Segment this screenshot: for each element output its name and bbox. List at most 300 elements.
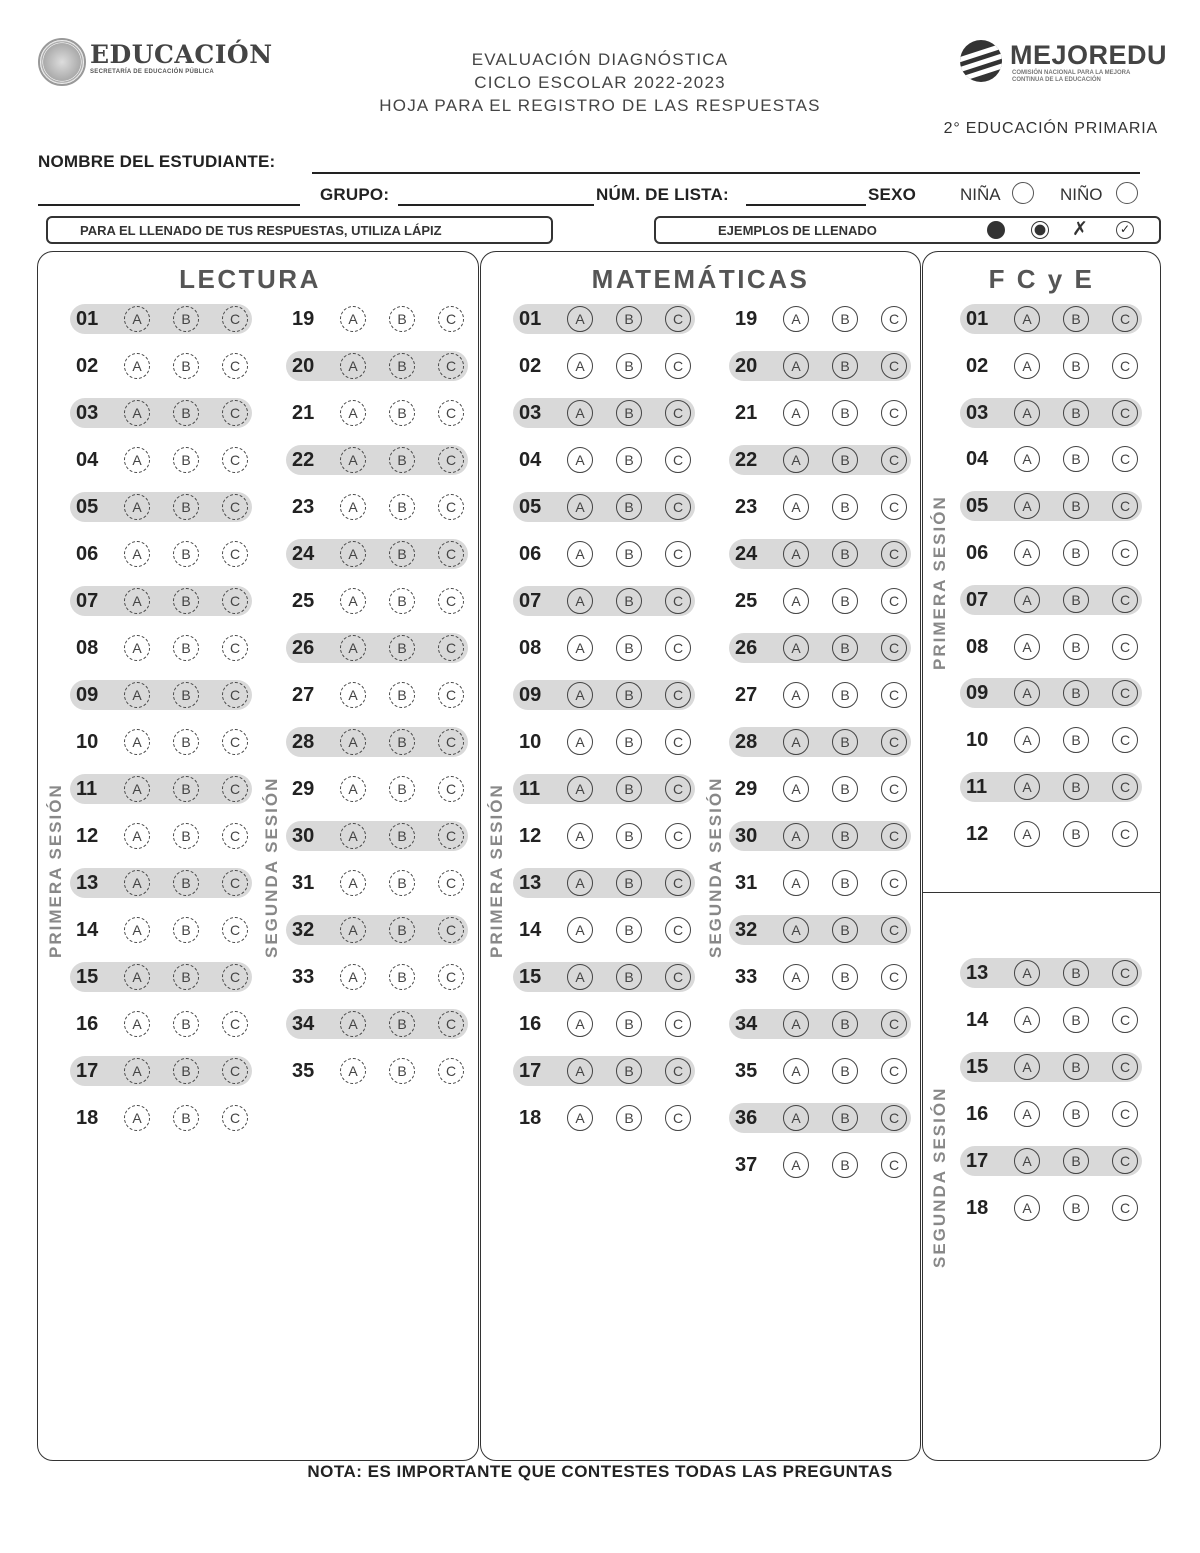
lectura-question-09-option-a[interactable]: A [124, 682, 150, 708]
lectura-question-25-option-a[interactable]: A [340, 588, 366, 614]
boy-option[interactable] [1116, 182, 1138, 204]
lectura-question-27-number: 27 [292, 684, 315, 706]
matematicas-question-15-option-b[interactable]: B [616, 964, 642, 990]
lectura-question-17-option-b[interactable]: B [173, 1058, 199, 1084]
lectura-question-10-option-a[interactable]: A [124, 729, 150, 755]
list-number-field[interactable] [746, 204, 866, 206]
matematicas-question-34-option-c[interactable]: C [881, 1011, 907, 1037]
matematicas-question-11-option-a[interactable]: A [567, 776, 593, 802]
matematicas-question-33-option-b[interactable]: B [832, 964, 858, 990]
matematicas-question-27-option-a[interactable]: A [783, 682, 809, 708]
matematicas-question-25-option-a[interactable]: A [783, 588, 809, 614]
matematicas-question-10-option-b[interactable]: B [616, 729, 642, 755]
matematicas-question-14-option-a[interactable]: A [567, 917, 593, 943]
educacion-subtitle: SECRETARÍA DE EDUCACIÓN PÚBLICA [90, 69, 214, 75]
fcye-question-15-option-b[interactable]: B [1063, 1054, 1089, 1080]
matematicas-question-11-option-b[interactable]: B [616, 776, 642, 802]
lectura-question-23-option-b[interactable]: B [389, 494, 415, 520]
lectura-question-30-option-c[interactable]: C [438, 823, 464, 849]
lectura-question-10-option-b[interactable]: B [173, 729, 199, 755]
matematicas-question-04-option-b[interactable]: B [616, 447, 642, 473]
lectura-question-01-option-c[interactable]: C [222, 306, 248, 332]
lectura-question-31-option-a[interactable]: A [340, 870, 366, 896]
matematicas-question-13-option-a[interactable]: A [567, 870, 593, 896]
lectura-question-03-option-c[interactable]: C [222, 400, 248, 426]
matematicas-question-02-option-b[interactable]: B [616, 353, 642, 379]
fcye-question-09-option-a[interactable]: A [1014, 680, 1040, 706]
fcye-question-17-option-a[interactable]: A [1014, 1148, 1040, 1174]
lectura-question-09-option-b[interactable]: B [173, 682, 199, 708]
lectura-question-27-option-b[interactable]: B [389, 682, 415, 708]
matematicas-question-23-option-b[interactable]: B [832, 494, 858, 520]
lectura-question-31-option-c[interactable]: C [438, 870, 464, 896]
fcye-question-03-option-c[interactable]: C [1112, 400, 1138, 426]
lectura-question-33-option-a[interactable]: A [340, 964, 366, 990]
matematicas-question-19-option-b[interactable]: B [832, 306, 858, 332]
lectura-question-26-option-a[interactable]: A [340, 635, 366, 661]
matematicas-question-24-option-c[interactable]: C [881, 541, 907, 567]
group-field[interactable] [398, 204, 594, 206]
fcye-question-13-option-b[interactable]: B [1063, 960, 1089, 986]
matematicas-question-20-option-c[interactable]: C [881, 353, 907, 379]
lectura-question-21-option-a[interactable]: A [340, 400, 366, 426]
matematicas-question-30-option-b[interactable]: B [832, 823, 858, 849]
lectura-question-30-option-b[interactable]: B [389, 823, 415, 849]
fcye-question-18-option-a[interactable]: A [1014, 1195, 1040, 1221]
lectura-question-27-option-a[interactable]: A [340, 682, 366, 708]
fcye-question-16-option-a[interactable]: A [1014, 1101, 1040, 1127]
filled-example-icon [987, 221, 1005, 239]
matematicas-question-15-option-a[interactable]: A [567, 964, 593, 990]
matematicas-question-22-option-b[interactable]: B [832, 447, 858, 473]
fcye-question-12-option-a[interactable]: A [1014, 821, 1040, 847]
lectura-question-14-option-c[interactable]: C [222, 917, 248, 943]
lectura-question-26-option-b[interactable]: B [389, 635, 415, 661]
lectura-question-35-option-a[interactable]: A [340, 1058, 366, 1084]
matematicas-question-16-option-b[interactable]: B [616, 1011, 642, 1037]
lectura-question-04-option-a[interactable]: A [124, 447, 150, 473]
matematicas-question-08-option-c[interactable]: C [665, 635, 691, 661]
matematicas-question-09-number: 09 [519, 684, 542, 706]
lectura-question-11-option-c[interactable]: C [222, 776, 248, 802]
lectura-question-14-option-a[interactable]: A [124, 917, 150, 943]
fcye-question-13-option-a[interactable]: A [1014, 960, 1040, 986]
fcye-question-16-option-c[interactable]: C [1112, 1101, 1138, 1127]
matematicas-question-01-option-b[interactable]: B [616, 306, 642, 332]
lectura-question-20-option-c[interactable]: C [438, 353, 464, 379]
lectura-question-15-option-c[interactable]: C [222, 964, 248, 990]
fcye-question-08-option-b[interactable]: B [1063, 634, 1089, 660]
fcye-question-05-option-b[interactable]: B [1063, 493, 1089, 519]
fcye-question-07-option-b[interactable]: B [1063, 587, 1089, 613]
lectura-question-29-option-a[interactable]: A [340, 776, 366, 802]
matematicas-question-21-option-c[interactable]: C [881, 400, 907, 426]
matematicas-question-13-option-c[interactable]: C [665, 870, 691, 896]
lectura-question-21-option-c[interactable]: C [438, 400, 464, 426]
lectura-question-33-option-b[interactable]: B [389, 964, 415, 990]
lectura-question-07-option-c[interactable]: C [222, 588, 248, 614]
fcye-question-09-option-b[interactable]: B [1063, 680, 1089, 706]
matematicas-question-18-option-c[interactable]: C [665, 1105, 691, 1131]
lectura-question-22-option-c[interactable]: C [438, 447, 464, 473]
lectura-question-17-option-c[interactable]: C [222, 1058, 248, 1084]
matematicas-question-28-number: 28 [735, 731, 758, 753]
lectura-question-26-number: 26 [292, 637, 315, 659]
matematicas-session1-label: PRIMERA SESIÓN [487, 783, 506, 958]
lectura-question-04-option-c[interactable]: C [222, 447, 248, 473]
matematicas-question-23-number: 23 [735, 496, 758, 518]
fcye-question-08-option-a[interactable]: A [1014, 634, 1040, 660]
fcye-question-17-option-b[interactable]: B [1063, 1148, 1089, 1174]
fcye-question-05-option-a[interactable]: A [1014, 493, 1040, 519]
fcye-question-18-option-c[interactable]: C [1112, 1195, 1138, 1221]
matematicas-question-32-option-b[interactable]: B [832, 917, 858, 943]
lectura-question-24-option-b[interactable]: B [389, 541, 415, 567]
matematicas-question-29-option-b[interactable]: B [832, 776, 858, 802]
lectura-question-19-option-c[interactable]: C [438, 306, 464, 332]
lectura-question-28-option-c[interactable]: C [438, 729, 464, 755]
lectura-question-16-option-a[interactable]: A [124, 1011, 150, 1037]
lectura-question-03-option-a[interactable]: A [124, 400, 150, 426]
matematicas-question-13-option-b[interactable]: B [616, 870, 642, 896]
lectura-question-17-option-a[interactable]: A [124, 1058, 150, 1084]
fcye-question-08-option-c[interactable]: C [1112, 634, 1138, 660]
student-name-field[interactable] [312, 172, 1140, 174]
matematicas-question-07-option-a[interactable]: A [567, 588, 593, 614]
matematicas-question-29-option-a[interactable]: A [783, 776, 809, 802]
matematicas-question-05-option-a[interactable]: A [567, 494, 593, 520]
lectura-question-12-option-c[interactable]: C [222, 823, 248, 849]
matematicas-question-25-option-c[interactable]: C [881, 588, 907, 614]
matematicas-question-34-option-a[interactable]: A [783, 1011, 809, 1037]
fcye-question-06-option-c[interactable]: C [1112, 540, 1138, 566]
fcye-question-07-option-a[interactable]: A [1014, 587, 1040, 613]
lectura-question-34-option-c[interactable]: C [438, 1011, 464, 1037]
matematicas-question-17-option-c[interactable]: C [665, 1058, 691, 1084]
fcye-question-03-option-b[interactable]: B [1063, 400, 1089, 426]
lectura-question-15-option-b[interactable]: B [173, 964, 199, 990]
matematicas-question-06-option-c[interactable]: C [665, 541, 691, 567]
matematicas-question-30-number: 30 [735, 825, 758, 847]
matematicas-question-08-option-b[interactable]: B [616, 635, 642, 661]
lectura-question-22-option-b[interactable]: B [389, 447, 415, 473]
matematicas-question-25-option-b[interactable]: B [832, 588, 858, 614]
matematicas-question-18-option-b[interactable]: B [616, 1105, 642, 1131]
matematicas-question-31-option-b[interactable]: B [832, 870, 858, 896]
lectura-question-18-option-a[interactable]: A [124, 1105, 150, 1131]
lectura-question-10-option-c[interactable]: C [222, 729, 248, 755]
lectura-question-29-option-b[interactable]: B [389, 776, 415, 802]
lectura-question-06-option-c[interactable]: C [222, 541, 248, 567]
lectura-question-14-option-b[interactable]: B [173, 917, 199, 943]
matematicas-question-23-option-c[interactable]: C [881, 494, 907, 520]
matematicas-question-09-option-b[interactable]: B [616, 682, 642, 708]
matematicas-question-18-option-a[interactable]: A [567, 1105, 593, 1131]
matematicas-question-22-option-c[interactable]: C [881, 447, 907, 473]
matematicas-question-35-option-a[interactable]: A [783, 1058, 809, 1084]
lectura-question-12-option-b[interactable]: B [173, 823, 199, 849]
lectura-question-01-option-a[interactable]: A [124, 306, 150, 332]
fcye-question-04-option-b[interactable]: B [1063, 446, 1089, 472]
matematicas-question-35-option-c[interactable]: C [881, 1058, 907, 1084]
fcye-question-12-option-c[interactable]: C [1112, 821, 1138, 847]
lectura-question-12-option-a[interactable]: A [124, 823, 150, 849]
lectura-question-34-option-a[interactable]: A [340, 1011, 366, 1037]
matematicas-question-12-option-b[interactable]: B [616, 823, 642, 849]
educacion-logo [38, 38, 278, 86]
matematicas-question-33-option-c[interactable]: C [881, 964, 907, 990]
lectura-question-16-option-c[interactable]: C [222, 1011, 248, 1037]
matematicas-question-20-option-b[interactable]: B [832, 353, 858, 379]
fcye-question-05-option-c[interactable]: C [1112, 493, 1138, 519]
lectura-question-02-option-c[interactable]: C [222, 353, 248, 379]
fcye-question-17-option-c[interactable]: C [1112, 1148, 1138, 1174]
lectura-question-28-option-a[interactable]: A [340, 729, 366, 755]
fcye-question-16-option-b[interactable]: B [1063, 1101, 1089, 1127]
lectura-question-08-option-c[interactable]: C [222, 635, 248, 661]
matematicas-question-27-option-c[interactable]: C [881, 682, 907, 708]
matematicas-question-20-option-a[interactable]: A [783, 353, 809, 379]
lectura-question-05-option-c[interactable]: C [222, 494, 248, 520]
matematicas-question-26-option-b[interactable]: B [832, 635, 858, 661]
lectura-question-05-option-b[interactable]: B [173, 494, 199, 520]
matematicas-question-10-option-a[interactable]: A [567, 729, 593, 755]
lectura-question-02-option-a[interactable]: A [124, 353, 150, 379]
matematicas-question-06-option-a[interactable]: A [567, 541, 593, 567]
lectura-question-08-option-a[interactable]: A [124, 635, 150, 661]
fcye-question-11-option-b[interactable]: B [1063, 774, 1089, 800]
matematicas-question-35-option-b[interactable]: B [832, 1058, 858, 1084]
lectura-question-16-option-b[interactable]: B [173, 1011, 199, 1037]
lectura-question-34-number: 34 [292, 1013, 315, 1035]
lectura-question-21-option-b[interactable]: B [389, 400, 415, 426]
fcye-question-12-option-b[interactable]: B [1063, 821, 1089, 847]
lectura-question-34-option-b[interactable]: B [389, 1011, 415, 1037]
lectura-question-11-option-b[interactable]: B [173, 776, 199, 802]
fcye-question-02-option-b[interactable]: B [1063, 353, 1089, 379]
matematicas-question-16-option-a[interactable]: A [567, 1011, 593, 1037]
matematicas-question-36-option-b[interactable]: B [832, 1105, 858, 1131]
matematicas-question-14-option-c[interactable]: C [665, 917, 691, 943]
matematicas-question-09-option-c[interactable]: C [665, 682, 691, 708]
matematicas-question-15-option-c[interactable]: C [665, 964, 691, 990]
matematicas-question-37-option-c[interactable]: C [881, 1152, 907, 1178]
matematicas-question-37-option-b[interactable]: B [832, 1152, 858, 1178]
matematicas-question-03-option-c[interactable]: C [665, 400, 691, 426]
fcye-question-13-option-c[interactable]: C [1112, 960, 1138, 986]
lectura-question-20-number: 20 [292, 355, 315, 377]
matematicas-question-30-option-a[interactable]: A [783, 823, 809, 849]
lectura-question-01-option-b[interactable]: B [173, 306, 199, 332]
matematicas-question-05-option-c[interactable]: C [665, 494, 691, 520]
lectura-question-22-option-a[interactable]: A [340, 447, 366, 473]
lectura-question-22-number: 22 [292, 449, 315, 471]
matematicas-question-12-option-c[interactable]: C [665, 823, 691, 849]
fcye-question-14-option-a[interactable]: A [1014, 1007, 1040, 1033]
fcye-question-01-option-a[interactable]: A [1014, 306, 1040, 332]
fcye-question-09-option-c[interactable]: C [1112, 680, 1138, 706]
matematicas-question-16-option-c[interactable]: C [665, 1011, 691, 1037]
matematicas-question-21-option-b[interactable]: B [832, 400, 858, 426]
lectura-question-05-option-a[interactable]: A [124, 494, 150, 520]
fcye-question-11-option-c[interactable]: C [1112, 774, 1138, 800]
lectura-question-32-option-c[interactable]: C [438, 917, 464, 943]
fcye-question-06-option-b[interactable]: B [1063, 540, 1089, 566]
fcye-question-11-option-a[interactable]: A [1014, 774, 1040, 800]
fcye-question-02-option-a[interactable]: A [1014, 353, 1040, 379]
lectura-question-23-option-c[interactable]: C [438, 494, 464, 520]
lectura-question-27-option-c[interactable]: C [438, 682, 464, 708]
lectura-question-18-option-c[interactable]: C [222, 1105, 248, 1131]
matematicas-question-03-option-a[interactable]: A [567, 400, 593, 426]
fcye-question-07-option-c[interactable]: C [1112, 587, 1138, 613]
pencil-instruction: PARA EL LLENADO DE TUS RESPUESTAS, UTILIZA LÁPIZ [80, 223, 442, 238]
lectura-question-32-option-b[interactable]: B [389, 917, 415, 943]
matematicas-question-28-option-c[interactable]: C [881, 729, 907, 755]
girl-option[interactable] [1012, 182, 1034, 204]
matematicas-question-04-option-a[interactable]: A [567, 447, 593, 473]
lectura-question-25-option-c[interactable]: C [438, 588, 464, 614]
matematicas-question-01-option-a[interactable]: A [567, 306, 593, 332]
matematicas-question-07-option-c[interactable]: C [665, 588, 691, 614]
matematicas-question-06-option-b[interactable]: B [616, 541, 642, 567]
lectura-question-33-option-c[interactable]: C [438, 964, 464, 990]
fcye-question-14-option-b[interactable]: B [1063, 1007, 1089, 1033]
matematicas-question-08-number: 08 [519, 637, 542, 659]
lectura-question-35-option-b[interactable]: B [389, 1058, 415, 1084]
matematicas-question-12-option-a[interactable]: A [567, 823, 593, 849]
lectura-question-19-option-a[interactable]: A [340, 306, 366, 332]
fcye-question-10-option-b[interactable]: B [1063, 727, 1089, 753]
matematicas-question-02-option-a[interactable]: A [567, 353, 593, 379]
matematicas-question-10-option-c[interactable]: C [665, 729, 691, 755]
lectura-question-13-option-a[interactable]: A [124, 870, 150, 896]
fcye-question-18-option-b[interactable]: B [1063, 1195, 1089, 1221]
lectura-question-13-option-c[interactable]: C [222, 870, 248, 896]
lectura-question-25-option-b[interactable]: B [389, 588, 415, 614]
matematicas-question-17-option-a[interactable]: A [567, 1058, 593, 1084]
fcye-question-10-option-c[interactable]: C [1112, 727, 1138, 753]
fcye-question-01-option-b[interactable]: B [1063, 306, 1089, 332]
matematicas-question-31-option-a[interactable]: A [783, 870, 809, 896]
matematicas-question-08-option-a[interactable]: A [567, 635, 593, 661]
lectura-question-28-option-b[interactable]: B [389, 729, 415, 755]
fcye-question-03-option-a[interactable]: A [1014, 400, 1040, 426]
fcye-question-02-option-c[interactable]: C [1112, 353, 1138, 379]
matematicas-question-31-option-c[interactable]: C [881, 870, 907, 896]
matematicas-question-33-option-a[interactable]: A [783, 964, 809, 990]
lectura-question-31-option-b[interactable]: B [389, 870, 415, 896]
lectura-question-13-option-b[interactable]: B [173, 870, 199, 896]
lectura-question-24-option-a[interactable]: A [340, 541, 366, 567]
lectura-question-23-option-a[interactable]: A [340, 494, 366, 520]
lectura-question-32-option-a[interactable]: A [340, 917, 366, 943]
check-mark-example-icon: ✓ [1116, 221, 1134, 239]
matematicas-question-32-option-a[interactable]: A [783, 917, 809, 943]
matematicas-question-26-option-a[interactable]: A [783, 635, 809, 661]
matematicas-question-34-option-b[interactable]: B [832, 1011, 858, 1037]
lectura-question-06-option-a[interactable]: A [124, 541, 150, 567]
partial-fill-example-icon [1031, 221, 1049, 239]
matematicas-question-29-option-c[interactable]: C [881, 776, 907, 802]
fcye-question-15-option-c[interactable]: C [1112, 1054, 1138, 1080]
matematicas-question-04-option-c[interactable]: C [665, 447, 691, 473]
lectura-question-30-option-a[interactable]: A [340, 823, 366, 849]
lectura-question-21-number: 21 [292, 402, 315, 424]
lectura-question-35-option-c[interactable]: C [438, 1058, 464, 1084]
matematicas-question-27-option-b[interactable]: B [832, 682, 858, 708]
matematicas-panel [480, 251, 921, 1461]
matematicas-question-01-option-c[interactable]: C [665, 306, 691, 332]
matematicas-question-19-option-a[interactable]: A [783, 306, 809, 332]
lectura-question-03-option-b[interactable]: B [173, 400, 199, 426]
lectura-question-09-option-c[interactable]: C [222, 682, 248, 708]
matematicas-question-24-option-b[interactable]: B [832, 541, 858, 567]
lectura-question-20-option-b[interactable]: B [389, 353, 415, 379]
matematicas-question-02-option-c[interactable]: C [665, 353, 691, 379]
matematicas-question-07-option-b[interactable]: B [616, 588, 642, 614]
matematicas-question-36-option-a[interactable]: A [783, 1105, 809, 1131]
lectura-question-04-option-b[interactable]: B [173, 447, 199, 473]
matematicas-question-05-option-b[interactable]: B [616, 494, 642, 520]
matematicas-question-17-option-b[interactable]: B [616, 1058, 642, 1084]
fcye-question-14-option-c[interactable]: C [1112, 1007, 1138, 1033]
lectura-question-20-option-a[interactable]: A [340, 353, 366, 379]
fcye-question-16-number: 16 [966, 1103, 989, 1125]
lectura-question-02-option-b[interactable]: B [173, 353, 199, 379]
matematicas-question-21-option-a[interactable]: A [783, 400, 809, 426]
fcye-question-13-number: 13 [966, 962, 989, 984]
fcye-question-06-option-a[interactable]: A [1014, 540, 1040, 566]
lectura-question-11-option-a[interactable]: A [124, 776, 150, 802]
matematicas-question-09-option-a[interactable]: A [567, 682, 593, 708]
lectura-question-07-option-a[interactable]: A [124, 588, 150, 614]
matematicas-question-28-option-b[interactable]: B [832, 729, 858, 755]
fcye-question-04-option-c[interactable]: C [1112, 446, 1138, 472]
lectura-question-08-option-b[interactable]: B [173, 635, 199, 661]
lectura-question-19-option-b[interactable]: B [389, 306, 415, 332]
fcye-question-01-option-c[interactable]: C [1112, 306, 1138, 332]
lectura-question-26-option-c[interactable]: C [438, 635, 464, 661]
matematicas-question-32-option-c[interactable]: C [881, 917, 907, 943]
matematicas-question-05-number: 05 [519, 496, 542, 518]
lectura-question-07-option-b[interactable]: B [173, 588, 199, 614]
fcye-question-04-option-a[interactable]: A [1014, 446, 1040, 472]
mejoredu-brand: MEJOREDU [1010, 40, 1168, 70]
fcye-question-15-option-a[interactable]: A [1014, 1054, 1040, 1080]
title-line-2: CICLO ESCOLAR 2022-2023 [474, 73, 726, 92]
matematicas-question-22-option-a[interactable]: A [783, 447, 809, 473]
student-name-field-line2[interactable] [38, 204, 300, 206]
matematicas-question-24-option-a[interactable]: A [783, 541, 809, 567]
matematicas-question-23-option-a[interactable]: A [783, 494, 809, 520]
matematicas-question-37-option-a[interactable]: A [783, 1152, 809, 1178]
matematicas-question-19-option-c[interactable]: C [881, 306, 907, 332]
matematicas-question-03-option-b[interactable]: B [616, 400, 642, 426]
matematicas-question-30-option-c[interactable]: C [881, 823, 907, 849]
matematicas-question-26-option-c[interactable]: C [881, 635, 907, 661]
lectura-question-24-option-c[interactable]: C [438, 541, 464, 567]
matematicas-question-36-option-c[interactable]: C [881, 1105, 907, 1131]
matematicas-question-28-option-a[interactable]: A [783, 729, 809, 755]
lectura-question-29-option-c[interactable]: C [438, 776, 464, 802]
lectura-question-18-option-b[interactable]: B [173, 1105, 199, 1131]
matematicas-question-14-option-b[interactable]: B [616, 917, 642, 943]
fcye-question-10-option-a[interactable]: A [1014, 727, 1040, 753]
matematicas-question-11-option-c[interactable]: C [665, 776, 691, 802]
lectura-question-15-option-a[interactable]: A [124, 964, 150, 990]
lectura-question-06-option-b[interactable]: B [173, 541, 199, 567]
